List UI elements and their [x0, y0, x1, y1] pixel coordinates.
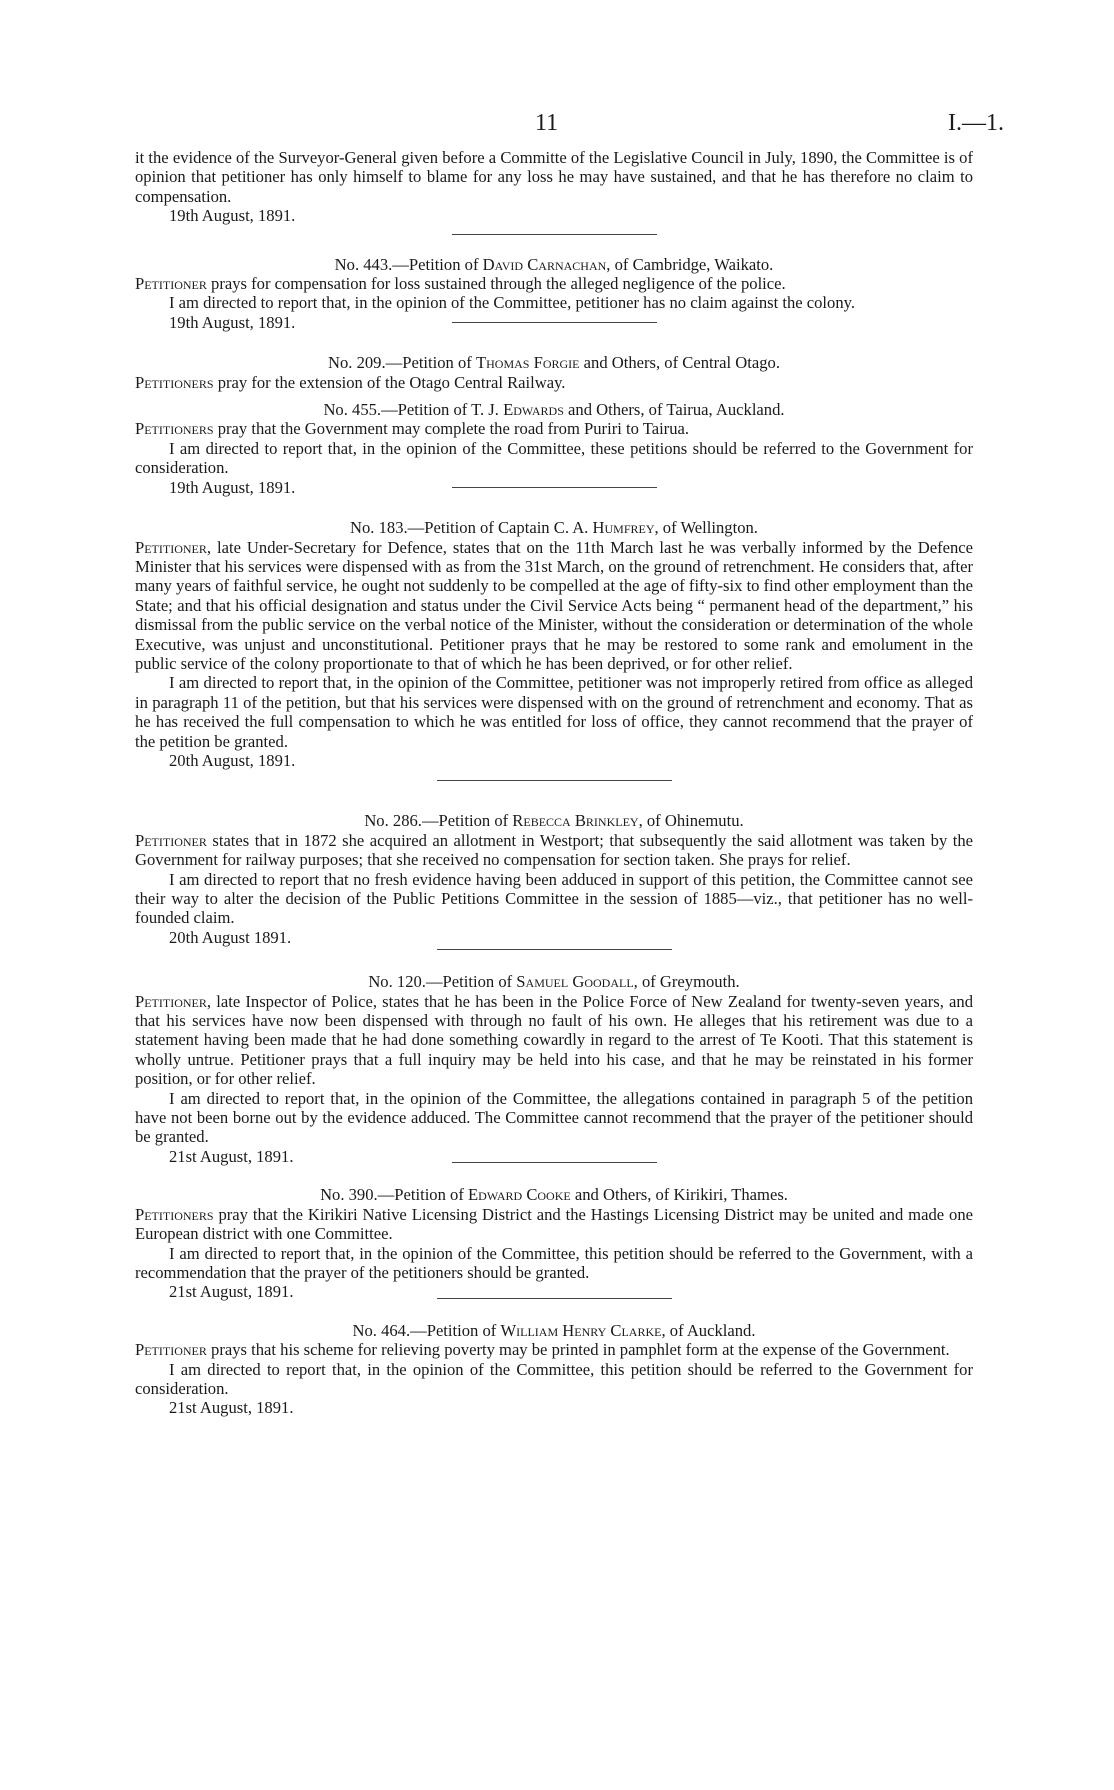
petition-heading: No. 183.—Petition of Captain C. A. Humfrey, of Wellington.: [350, 518, 758, 538]
petitioner-name: Rebecca Brinkley: [512, 811, 639, 831]
committee-report: I am directed to report that, in the opinion of the Committee, this petition should be referred to the Government, with a recommendation that the prayer of the petitioners should be granted.: [135, 1243, 973, 1282]
section-divider: [452, 234, 657, 235]
petition-body: Petitioners pray that the Kirikiri Native Licensing District and the Hastings Licensing District may be united and made one European district with one Committee.: [135, 1204, 973, 1244]
committee-report: I am directed to report that, in the opinion of the Committee, the allegations contained in paragraph 5 of the petition have not been borne out by the evidence adduced. The Committee cannot recommend that the prayer of the petitioner should be granted.: [135, 1088, 973, 1147]
section-divider: [437, 1298, 672, 1299]
petition-443: [135, 255, 973, 333]
report-date: 20th August 1891.: [169, 927, 292, 947]
petition-body: Petitioners pray for the extension of the Otago Central Railway.: [135, 372, 566, 392]
continuation-date: 19th August, 1891.: [169, 206, 296, 226]
continuation-text: it the evidence of the Surveyor-General given before a Committe of the Legislative Council in July, 1890, the Committee is of opinion that petitioner has only himself to blame for any loss he may have sustained, and that he has therefore no claim to compensation.: [135, 148, 973, 206]
petition-body: Petitioner, late Inspector of Police, states that he has been in the Police Force of New Zealand for twenty-seven years, and that his services have now been dispensed with through no fault of his own. He alleges that his retirement was due to a statement having been made that he had done something cowardly in regard to the arrest of Te Kooti. That this statement is wholly untrue. Petitioner prays that a full inquiry may be held into his case, and that he may be reinstated in his former position, or for other relief.: [135, 991, 973, 1089]
page-number: 11: [535, 110, 559, 136]
petitioner-name: Edwards: [503, 400, 564, 420]
report-date: 21st August, 1891.: [169, 1398, 294, 1418]
report-date: 19th August, 1891.: [169, 477, 296, 497]
petitioner-name: David Carnachan: [482, 254, 607, 274]
petition-390: [135, 1185, 973, 1301]
petition-body: Petitioner, late Under-Secretary for Defence, states that on the 11th March last he was verbally informed by the Defence Minister that his services were dispensed with as from the 31st March, on the ground of retrenchment. He considers that, after many years of faithful service, he ought not suddenly to be compelled at the age of fifty-six to find other employment than the State; and that his official designation and status under the Civil Service Acts being “ permanent head of the department,” his dismissal from the public service on the verbal notice of the Minister, without the consideration or determination of the whole Executive, was unjust and unconstitutional. Petitioner prays that he may be restored to some rank and emolument in the public service of the colony proportionate to that of which he has been deprived, or for other relief.: [135, 537, 973, 673]
committee-report: I am directed to report that, in the opinion of the Committee, petitioner has no claim against the colony.: [169, 293, 855, 313]
petitioner-name: Thomas Forgie: [475, 353, 580, 373]
petitioner-name: William Henry Clarke: [500, 1320, 662, 1340]
section-divider: [437, 949, 672, 950]
petition-body: Petitioner prays for compensation for loss sustained through the alleged negligence of the police.: [135, 274, 786, 294]
page-content: [135, 148, 973, 1418]
petition-464: [135, 1321, 973, 1418]
petition-body: Petitioners pray that the Government may complete the road from Puriri to Tairua.: [135, 419, 690, 439]
petition-209: [135, 353, 973, 392]
petition-heading: No. 455.—Petition of T. J. Edwards and Others, of Tairua, Auckland.: [323, 400, 785, 420]
petition-body: Petitioner states that in 1872 she acquired an allotment in Westport; that subsequently the said allotment was taken by the Government for railway purposes; that she received no compensation for section taken. She prays for relief.: [135, 830, 973, 870]
report-date: 21st August, 1891.: [169, 1282, 294, 1302]
page-header: [0, 110, 1114, 140]
petitioner-name: Humfrey: [592, 518, 655, 538]
section-divider: [437, 780, 672, 781]
committee-report: I am directed to report that, in the opinion of the Committee, this petition should be referred to the Government for consideration.: [135, 1359, 973, 1398]
report-date: 20th August, 1891.: [169, 750, 296, 770]
petition-heading: No. 464.—Petition of William Henry Clarke, of Auckland.: [352, 1320, 756, 1340]
petition-120: [135, 972, 973, 1166]
document-reference: I.—1.: [948, 110, 1004, 136]
committee-report: I am directed to report that no fresh evidence having been adduced in support of this petition, the Committee cannot see their way to alter the decision of the Public Petitions Committee in the session of 1885—viz., that petitioner has no well-founded claim.: [135, 869, 973, 928]
petition-183: [135, 518, 973, 770]
petition-body: Petitioner prays that his scheme for relieving poverty may be printed in pamphlet form at the expense of the Government.: [135, 1340, 950, 1360]
petition-heading: No. 390.—Petition of Edward Cooke and Others, of Kirikiri, Thames.: [320, 1185, 788, 1205]
petition-heading: No. 443.—Petition of David Carnachan, of Cambridge, Waikato.: [334, 254, 774, 274]
petition-286: [135, 811, 973, 947]
petition-heading: No. 209.—Petition of Thomas Forgie and Others, of Central Otago.: [328, 353, 780, 373]
petitioner-name: Edward Cooke: [468, 1185, 571, 1205]
petition-heading: No. 120.—Petition of Samuel Goodall, of Greymouth.: [368, 972, 740, 992]
section-divider: [452, 322, 657, 323]
report-date: 19th August, 1891.: [169, 312, 296, 332]
petition-455: [135, 400, 973, 497]
section-divider: [452, 1162, 657, 1163]
report-date: 21st August, 1891.: [169, 1146, 294, 1166]
petitioner-name: Samuel Goodall: [516, 972, 634, 992]
committee-report: I am directed to report that, in the opinion of the Committee, these petitions should be referred to the Government for consideration.: [135, 438, 973, 478]
section-divider: [452, 487, 657, 488]
petition-heading: No. 286.—Petition of Rebecca Brinkley, of Ohinemutu.: [364, 811, 744, 831]
committee-report: I am directed to report that, in the opinion of the Committee, petitioner was not improperly retired from office as alleged in paragraph 11 of the petition, but that his services were dispensed with on the ground of retrenchment and economy. That as he has received the full compensation to which he was entitled for loss of office, they cannot recommend that the prayer of the petition be granted.: [135, 673, 973, 751]
